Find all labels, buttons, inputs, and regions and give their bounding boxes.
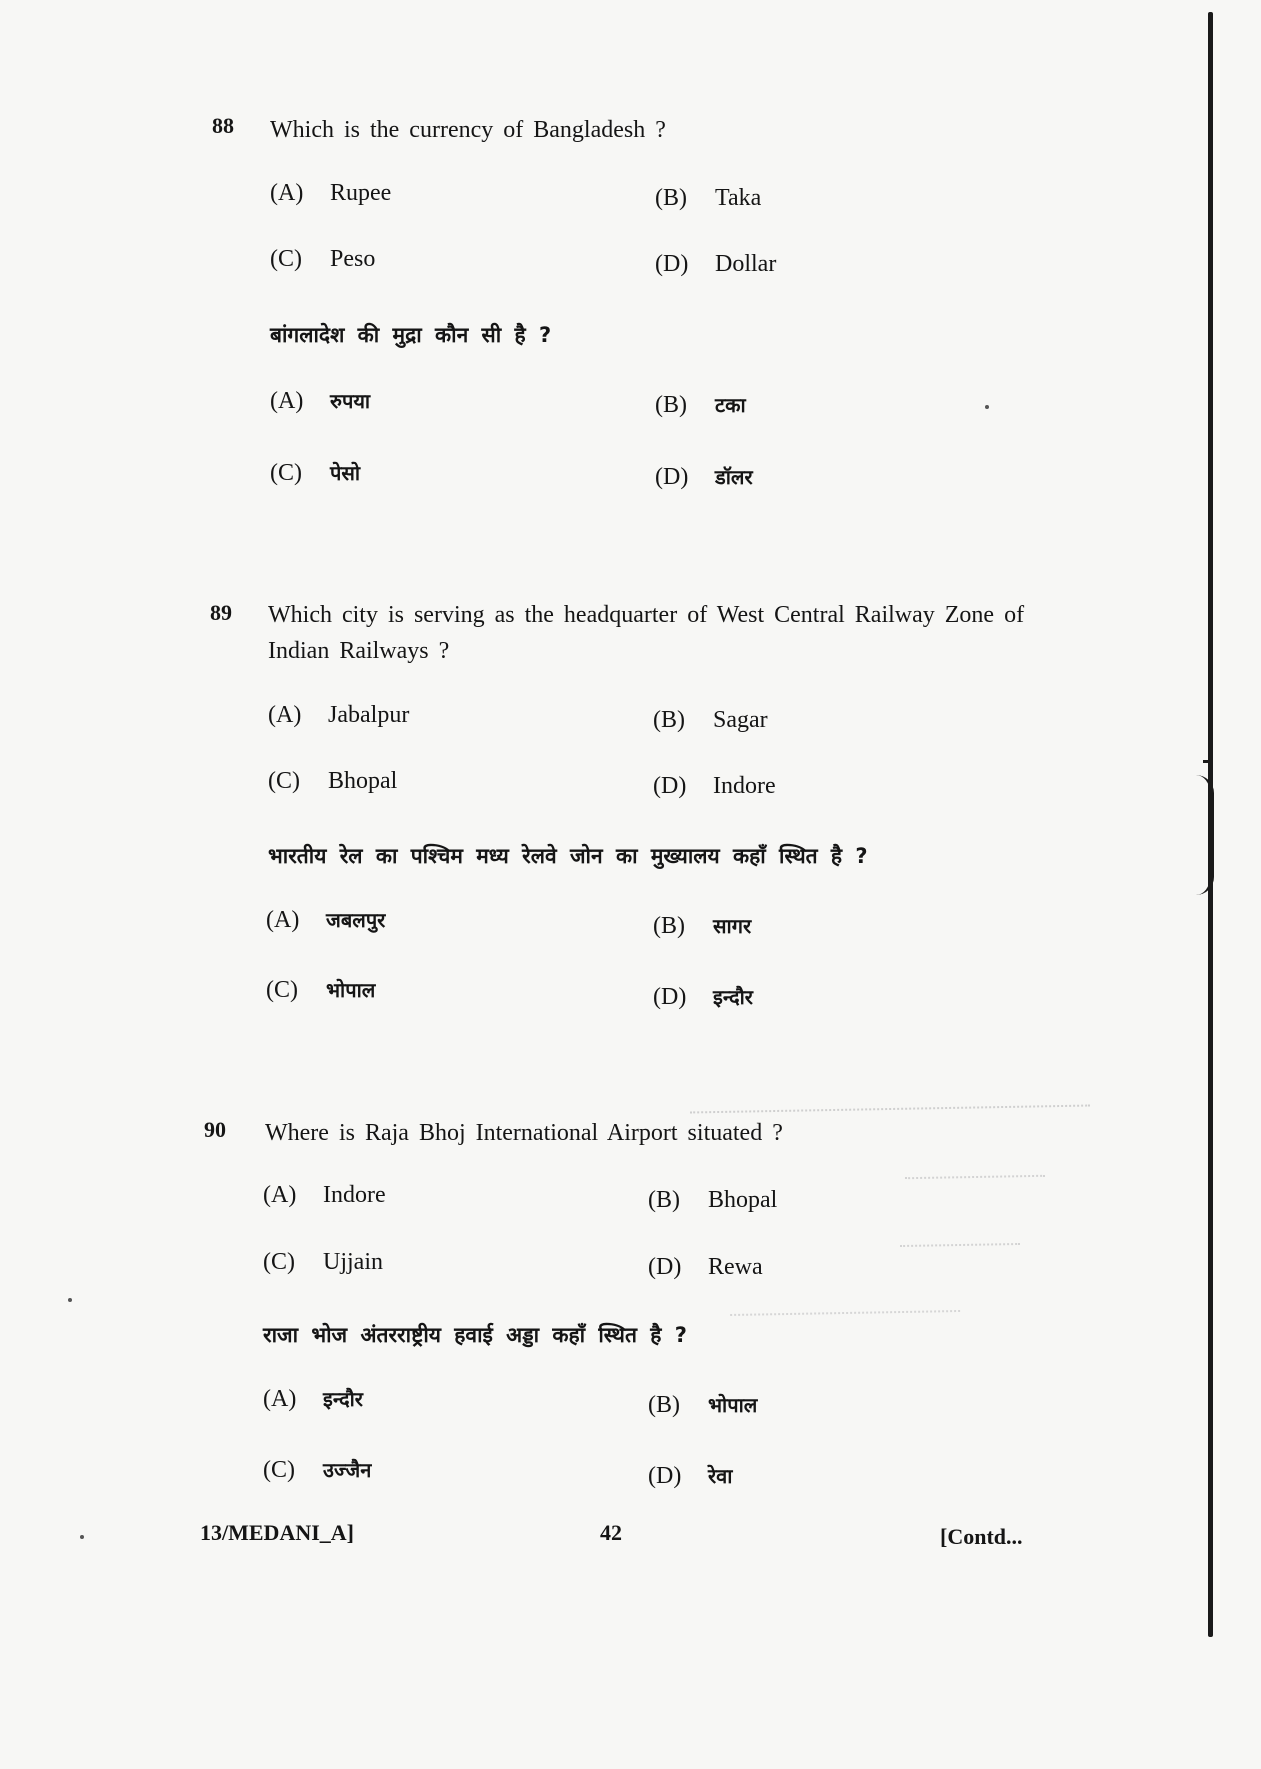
scan-speck [80, 1535, 84, 1539]
scan-speck [68, 1298, 72, 1302]
paper-code: 13/MEDANI_A] [200, 1520, 354, 1545]
option-c-hindi: (C) उज्जैन [263, 1457, 372, 1483]
option-d-english: (D) Indore [653, 773, 776, 799]
option-c-english: (C) Bhopal [268, 768, 398, 794]
show-through-artifact [900, 1229, 1020, 1247]
show-through-artifact [905, 1161, 1045, 1179]
option-b-hindi: (B) भोपाल [648, 1392, 758, 1418]
option-c-english: (C) Peso [270, 246, 376, 272]
question-number: 90 [204, 1117, 226, 1142]
option-a-hindi: (A) रुपया [270, 388, 371, 414]
question-text-hindi: बांगलादेश की मुद्रा कौन सी है ? [270, 323, 552, 347]
option-d-english: (D) Rewa [648, 1254, 763, 1280]
question-number: 89 [210, 600, 232, 625]
question-text-hindi: राजा भोज अंतरराष्ट्रीय हवाई अड्डा कहाँ स्थित है ? [263, 1323, 687, 1347]
option-c-english: (C) Ujjain [263, 1249, 383, 1275]
option-b-english: (B) Sagar [653, 707, 768, 733]
question-text-english: Which is the currency of Bangladesh ? [270, 117, 666, 143]
option-a-hindi: (A) जबलपुर [266, 907, 386, 933]
option-d-hindi: (D) इन्दौर [653, 984, 753, 1010]
continued-marker: [Contd... [940, 1524, 1023, 1549]
page-number: 42 [600, 1520, 622, 1545]
option-a-english: (A) Rupee [270, 180, 392, 206]
option-b-hindi: (B) टका [655, 392, 746, 418]
option-a-hindi: (A) इन्दौर [263, 1386, 363, 1412]
option-a-english: (A) Jabalpur [268, 702, 410, 728]
show-through-artifact [730, 1296, 960, 1316]
question-text-english: Where is Raja Bhoj International Airport situated ? [265, 1120, 783, 1146]
binding-mark [1203, 760, 1213, 763]
option-c-hindi: (C) पेसो [270, 460, 361, 486]
binding-curve [1196, 775, 1214, 895]
question-text-hindi: भारतीय रेल का पश्चिम मध्य रेलवे जोन का मुख्यालय कहाँ स्थित है ? [268, 844, 868, 868]
option-b-hindi: (B) सागर [653, 913, 752, 939]
question-text-english: Which city is serving as the headquarter of West Central Railway Zone of Indian Railways ? [268, 602, 1025, 664]
option-d-hindi: (D) डॉलर [655, 464, 753, 490]
show-through-artifact [690, 1087, 1090, 1114]
option-b-english: (B) Taka [655, 185, 762, 211]
option-a-english: (A) Indore [263, 1182, 386, 1208]
scan-speck [985, 405, 989, 409]
option-d-hindi: (D) रेवा [648, 1463, 733, 1489]
option-c-hindi: (C) भोपाल [266, 977, 376, 1003]
question-number: 88 [212, 113, 234, 138]
option-d-english: (D) Dollar [655, 251, 777, 277]
option-b-english: (B) Bhopal [648, 1187, 778, 1213]
